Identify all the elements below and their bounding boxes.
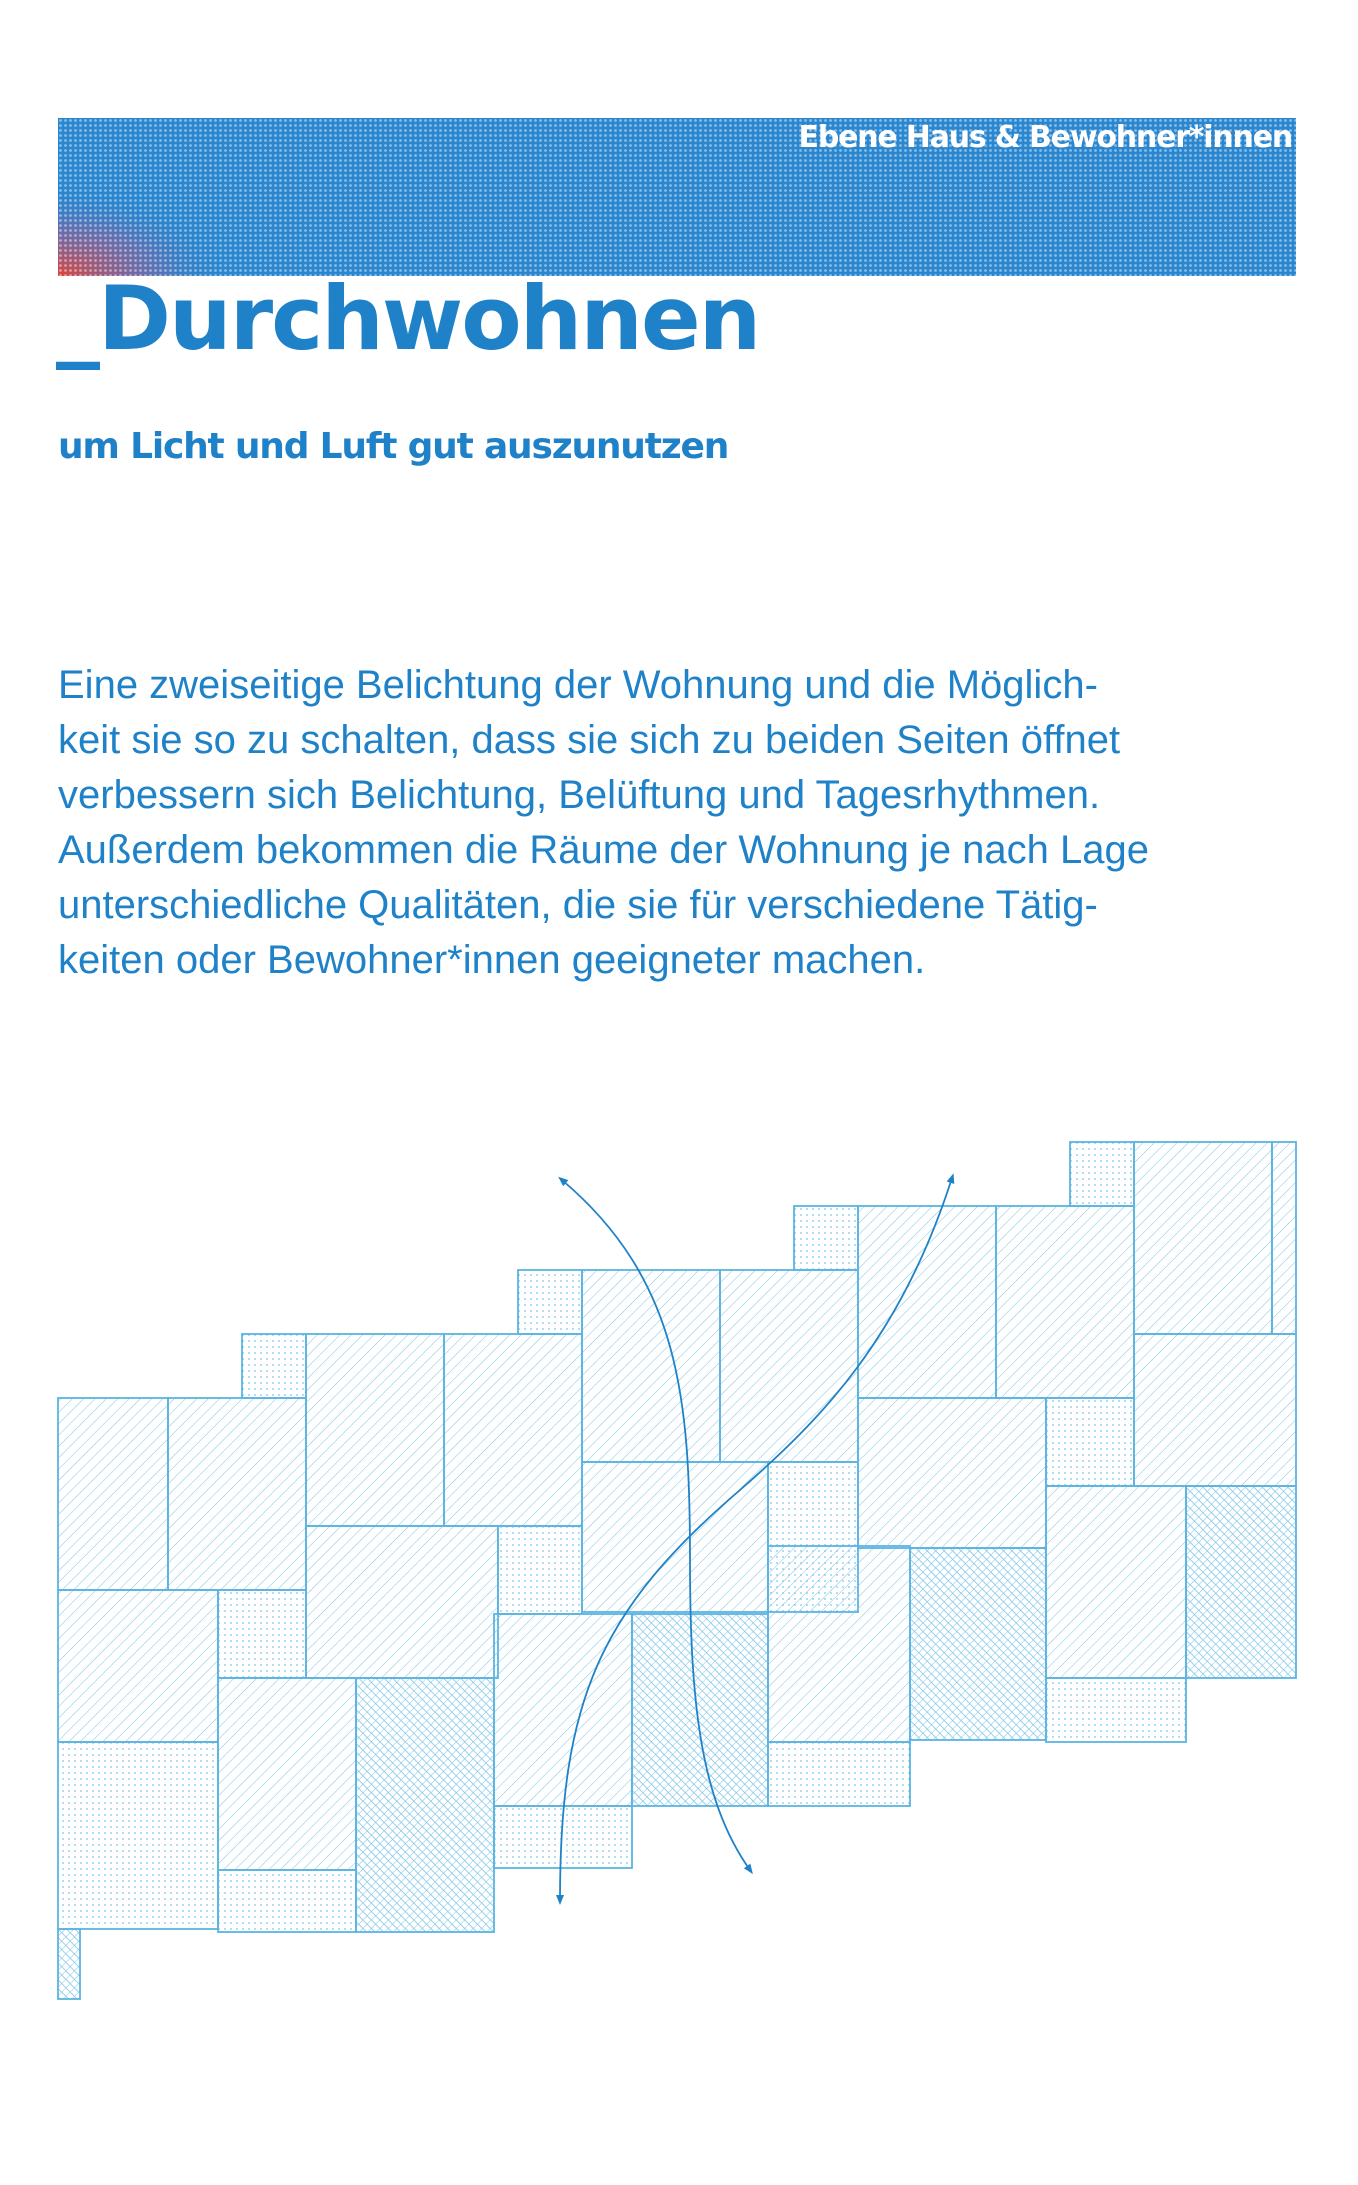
body-line: verbessern sich Belichtung, Belüftung und Tagesrhythmen. (58, 773, 1101, 817)
page-title: _Durchwohnen (56, 267, 760, 370)
body-line: keiten oder Bewohner*innen geeigneter machen. (58, 938, 926, 982)
room-grid (58, 1142, 1296, 1999)
body-paragraph (58, 658, 1308, 988)
body-line: keit sie so zu schalten, dass sie sich zu beiden Seiten öffnet (58, 718, 1121, 762)
body-line: unterschiedliche Qualitäten, die sie für verschiedene Tätig- (58, 883, 1098, 927)
body-line: Außerdem bekommen die Räume der Wohnung je nach Lage (58, 828, 1150, 872)
floorplan-diagram (0, 1120, 1358, 2020)
section-banner (58, 118, 1296, 276)
section-label: Ebene Haus & Bewohner*innen (798, 120, 1292, 155)
page-subtitle: um Licht und Luft gut auszunutzen (58, 426, 729, 467)
body-line: Eine zweiseitige Belichtung der Wohnung und die Möglich- (58, 663, 1098, 707)
